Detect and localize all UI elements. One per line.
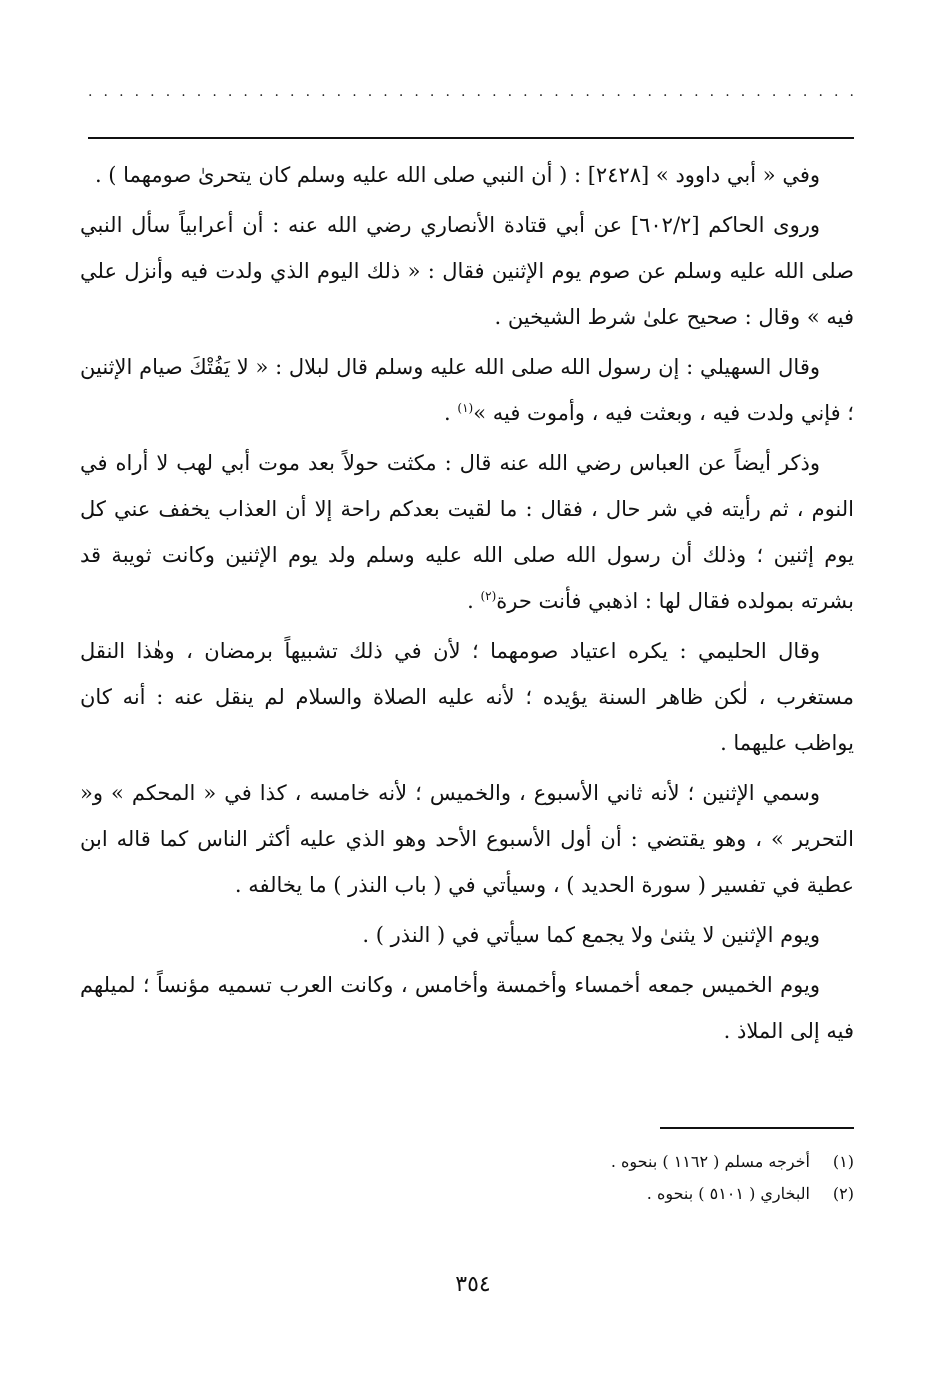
paragraph-4 — [80, 440, 854, 624]
paragraph-8: ويوم الخميس جمعه أخمساء وأخمسة وأخامس ، وكانت العرب تسميه مؤنساً ؛ لميلهم فيه إلى الملاذ . — [80, 973, 854, 1043]
footnote-1-number: (١) — [832, 1152, 854, 1171]
header-rule — [88, 137, 854, 139]
paragraph-3 — [80, 344, 854, 436]
footnote-2-number: (٢) — [832, 1184, 854, 1203]
paragraph-2: وروى الحاكم [٦٠٢/٢] عن أبي قتادة الأنصاري رضي الله عنه : أن أعرابياً سأل النبي صلى الله عليه وسلم عن صوم يوم الإثنين فقال : « ذلك اليوم الذي ولدت فيه وأنزل علي فيه » وقال : صحيح علىٰ شرط الشيخين . — [80, 213, 854, 329]
footnotes — [80, 1146, 854, 1210]
footnote-1-text: أخرجه مسلم ( ١١٦٢ ) بنحوه . — [610, 1152, 810, 1171]
footnote-marker-1[interactable]: (١) — [457, 401, 474, 415]
paragraph-1: وفي « أبي داوود » [٢٤٢٨] : ( أن النبي صلى الله عليه وسلم كان يتحرىٰ صومهما ) . — [94, 163, 820, 187]
paragraph-7: ويوم الإثنين لا يثنىٰ ولا يجمع كما سيأتي في ( النذر ) . — [362, 923, 820, 947]
paragraph-3-text: وقال السهيلي : إن رسول الله صلى الله عليه وسلم قال لبلال : « لا يَفُتْكَ صيام الإثنين ؛ فإني ولدت فيه ، وبعثت فيه ، وأموت فيه » — [80, 355, 854, 425]
paragraph-4-end: . — [467, 589, 481, 613]
paragraph-4-text: وذكر أيضاً عن العباس رضي الله عنه قال : مكثت حولاً بعد موت أبي لهب لا أراه في النوم ، ثم رأيته في شر حال ، فقال : ما لقيت بعدكم راحة إلا أن العذاب يخفف عني كل يوم إثنين ؛ وذلك أن رسول الله صلى الله عليه وسلم ولد يوم الإثنين وكانت ثويبة قد بشرته بمولده فقال لها : اذهبي فأنت حرة — [80, 451, 854, 613]
footnote-2-text: البخاري ( ٥١٠١ ) بنحوه . — [646, 1184, 810, 1203]
footnote-marker-2[interactable]: (٢) — [480, 589, 497, 603]
paragraph-6: وسمي الإثنين ؛ لأنه ثاني الأسبوع ، والخميس ؛ لأنه خامسه ، كذا في « المحكم » و« التحرير » ، وهو يقتضي : أن أول الأسبوع الأحد وهو الذي عليه أكثر الناس كما قاله ابن عطية في تفسير ( سورة الحديد ) ، وسيأتي في ( باب النذر ) ما يخالفه . — [80, 781, 854, 897]
main-text — [80, 152, 854, 1054]
header-dotted-line: . . . . . . . . . . . . . . . . . . . . . . . . . . . . . . . . . . . . . . . . . . . . . . . . . . — [88, 86, 854, 98]
paragraph-5: وقال الحليمي : يكره اعتياد صومهما ؛ لأن في ذلك تشبيهاً برمضان ، وهٰذا النقل مستغرب ، لٰكن ظاهر السنة يؤيده ؛ لأنه عليه الصلاة والسلام لم ينقل عنه : أنه كان يواظب عليهما . — [80, 639, 854, 755]
page-number: ٣٥٤ — [455, 1272, 491, 1297]
footnote-1 — [80, 1146, 854, 1178]
footnote-2 — [80, 1178, 854, 1210]
paragraph-3-end: . — [444, 401, 458, 425]
footnote-rule — [660, 1127, 854, 1129]
